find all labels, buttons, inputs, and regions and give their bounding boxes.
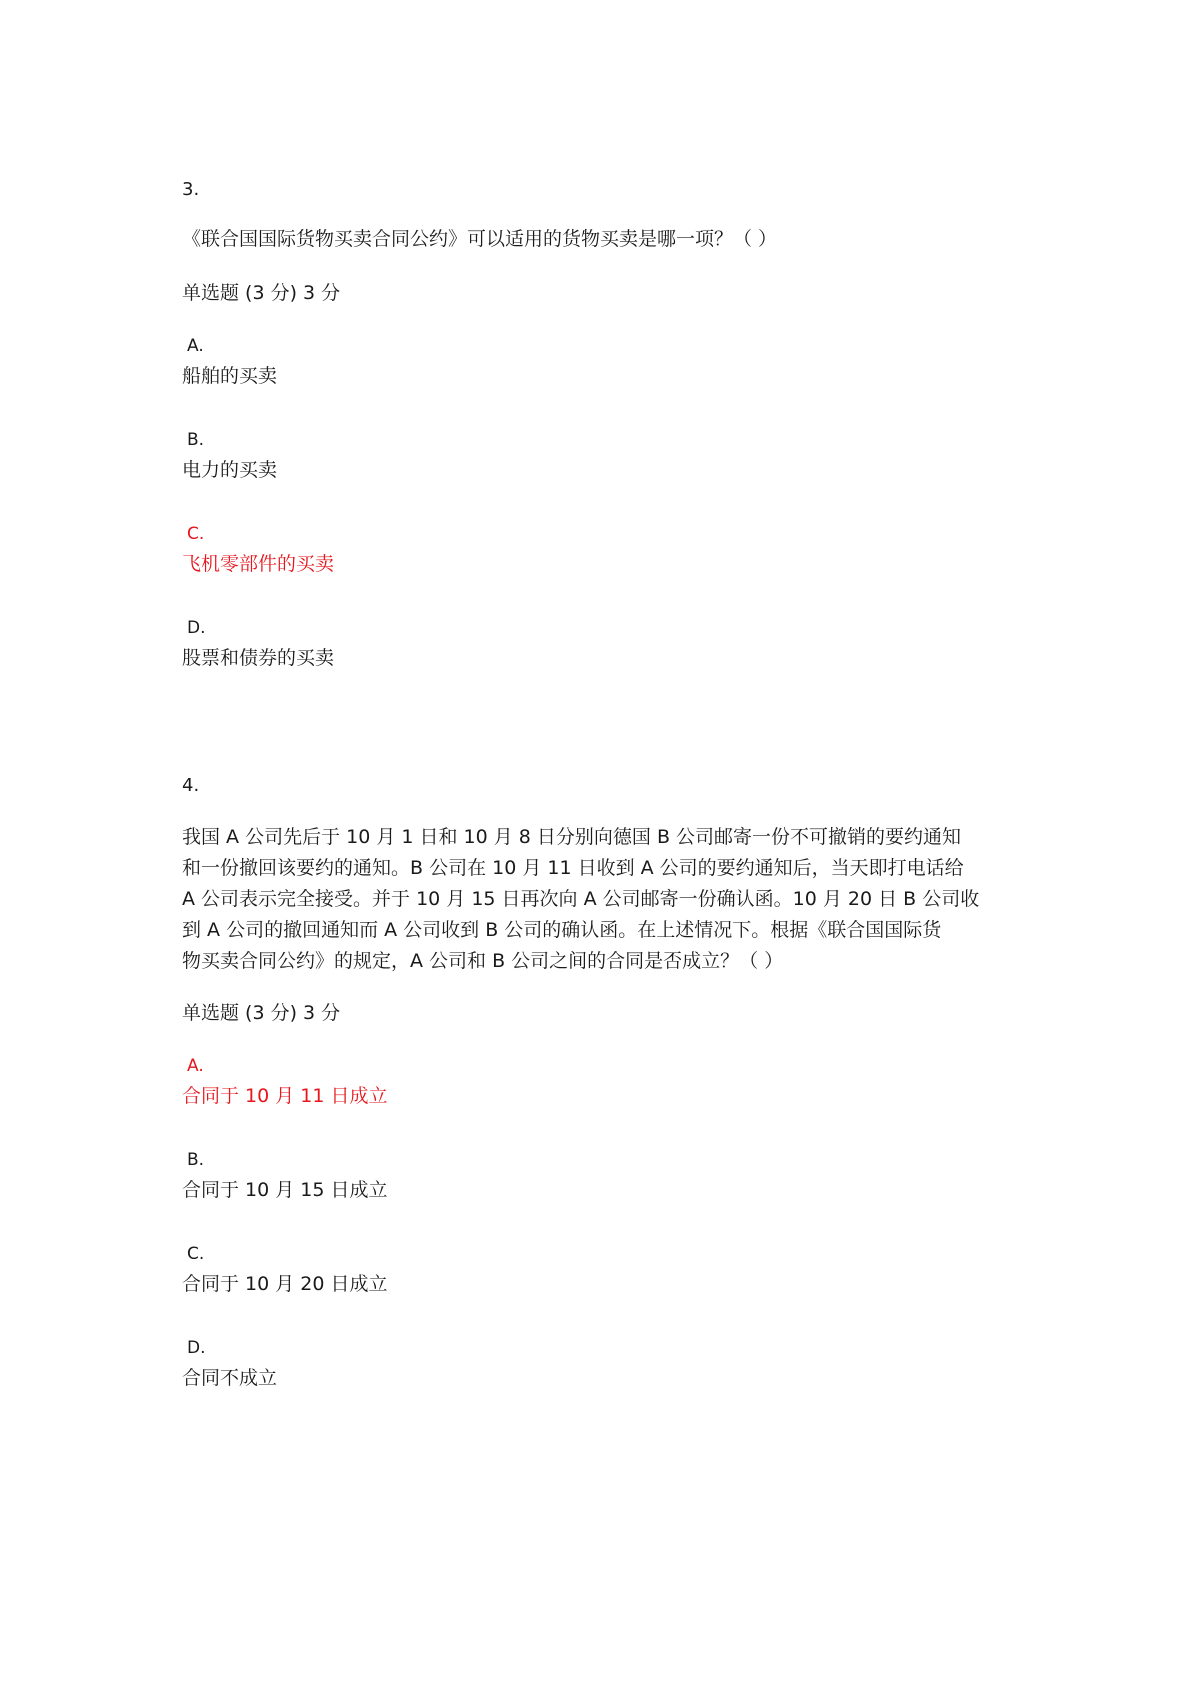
question-text-line: 和一份撤回该要约的通知。B 公司在 10 月 11 日收到 A 公司的要约通知后，当天即打电话给: [182, 857, 964, 879]
option-c[interactable]: [182, 1241, 1022, 1335]
question-3: [182, 178, 1022, 709]
options-list: [182, 1053, 1022, 1429]
option-letter: A.: [187, 1056, 204, 1076]
question-type: 单选题 (3 分) 3 分: [182, 282, 341, 304]
option-d[interactable]: [182, 1335, 1022, 1429]
option-letter: D.: [187, 1338, 206, 1358]
option-d[interactable]: [182, 615, 1022, 709]
option-text: 飞机零部件的买卖: [182, 553, 335, 575]
question-text-line: 到 A 公司的撤回通知而 A 公司收到 B 公司的确认函。在上述情况下。根据《联合国国际货: [182, 919, 942, 941]
option-text: 合同于 10 月 15 日成立: [182, 1179, 388, 1201]
question-number: 3.: [182, 179, 200, 200]
option-text: 合同于 10 月 11 日成立: [182, 1085, 388, 1107]
option-text: 电力的买卖: [182, 459, 278, 481]
option-letter: D.: [187, 618, 206, 638]
question-text: 《联合国国际货物买卖合同公约》可以适用的货物买卖是哪一项？（ ）: [182, 228, 778, 250]
option-c[interactable]: [182, 521, 1022, 615]
option-letter: A.: [187, 336, 204, 356]
option-letter: C.: [187, 524, 205, 544]
option-b[interactable]: [182, 1147, 1022, 1241]
question-text-line: 物买卖合同公约》的规定，A 公司和 B 公司之间的合同是否成立？（ ）: [182, 950, 784, 972]
question-text-line: 我国 A 公司先后于 10 月 1 日和 10 月 8 日分别向德国 B 公司邮寄一份不可撤销的要约通知: [182, 826, 962, 848]
option-b[interactable]: [182, 427, 1022, 521]
option-letter: C.: [187, 1244, 205, 1264]
option-text: 船舶的买卖: [182, 365, 278, 387]
question-text-line: A 公司表示完全接受。并于 10 月 15 日再次向 A 公司邮寄一份确认函。10 月 20 日 B 公司收: [182, 888, 980, 910]
question-text: [182, 822, 1022, 977]
option-letter: B.: [187, 1150, 205, 1170]
option-text: 合同于 10 月 20 日成立: [182, 1273, 388, 1295]
option-a[interactable]: [182, 1053, 1022, 1147]
options-list: [182, 333, 1022, 709]
question-4: [182, 774, 1022, 1429]
option-text: 合同不成立: [182, 1367, 278, 1389]
question-type: 单选题 (3 分) 3 分: [182, 1002, 341, 1024]
option-a[interactable]: [182, 333, 1022, 427]
question-number: 4.: [182, 775, 200, 796]
option-letter: B.: [187, 430, 205, 450]
option-text: 股票和债券的买卖: [182, 647, 335, 669]
